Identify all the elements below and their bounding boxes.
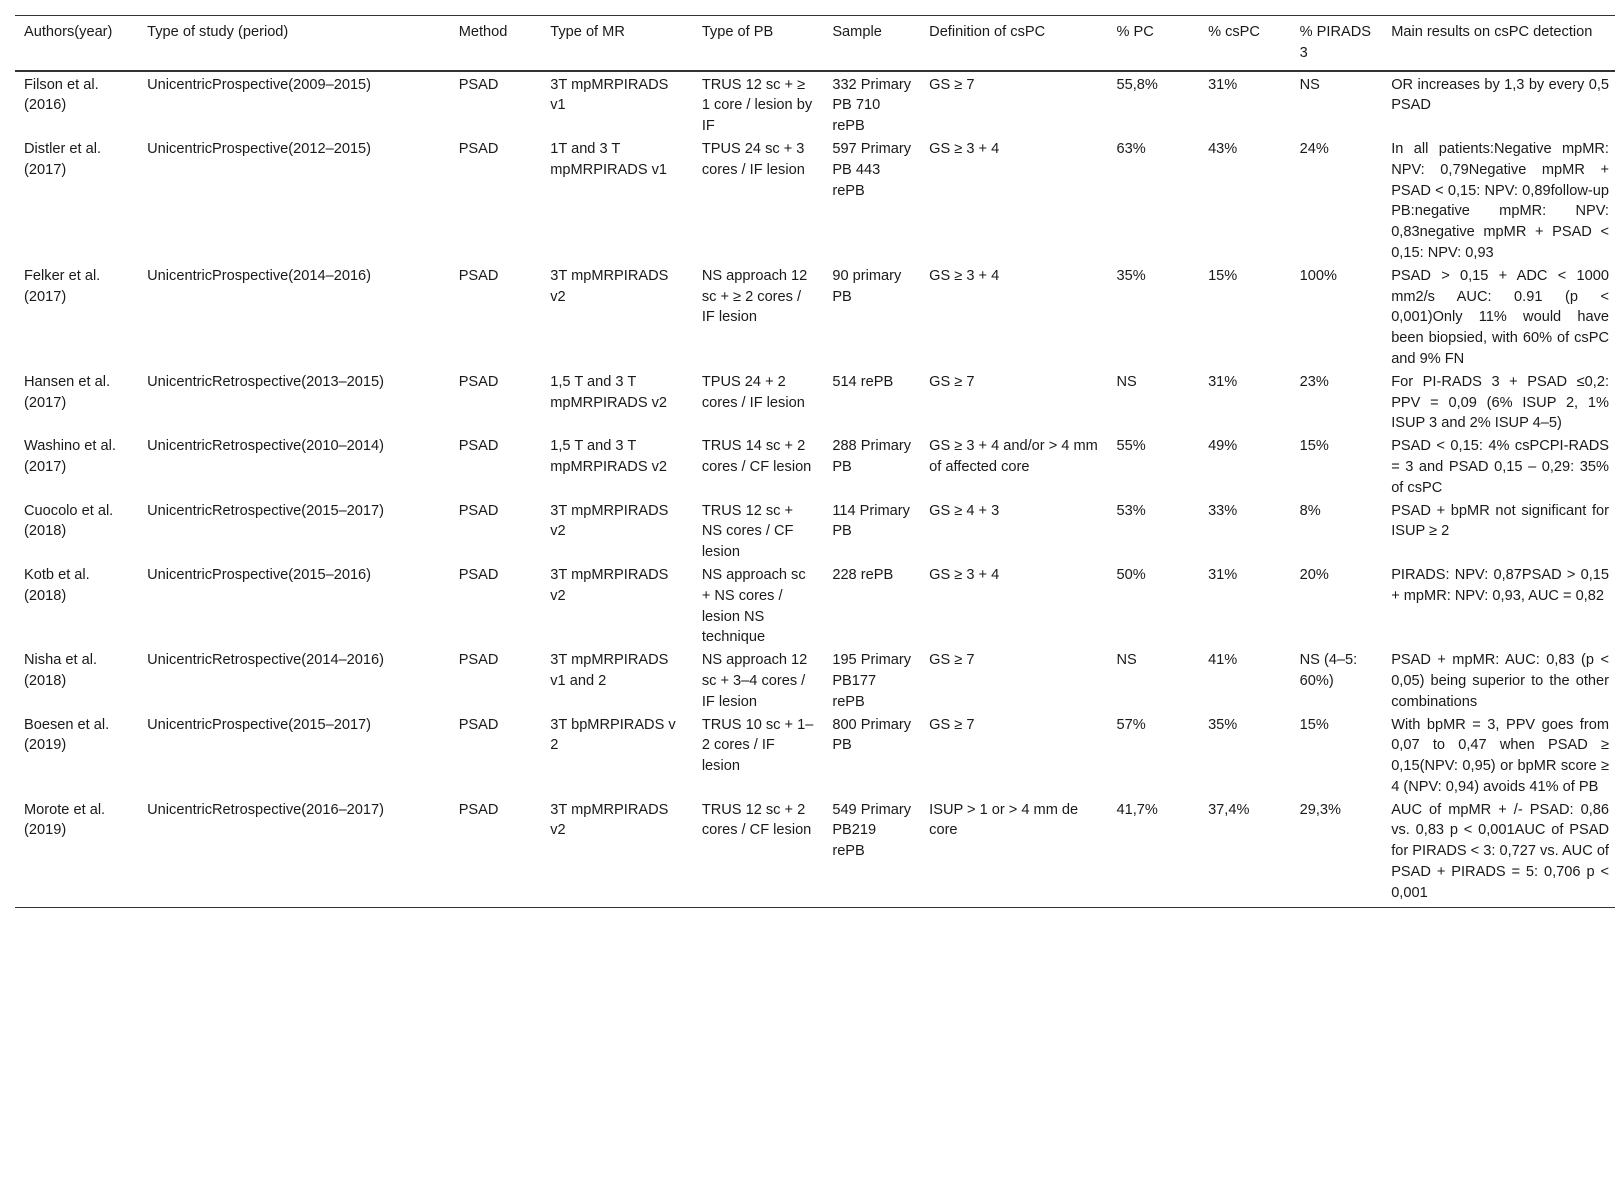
cell-type-of-mr: 3T mpMRPIRADS v1 — [550, 76, 669, 114]
cell-method: PSAD — [450, 799, 542, 907]
cell-pct-cspc: 31% — [1208, 566, 1238, 583]
column-header-type-of-mr: Type of MR — [541, 16, 693, 71]
table-row — [15, 435, 1615, 499]
cell-authors-year: Kotb et al. (2018) — [24, 566, 90, 604]
column-header-definition-of-cspc: Definition of csPC — [920, 16, 1107, 71]
table-row — [15, 564, 1615, 649]
cell-type-of-study: UnicentricProspective(2015–2016) — [147, 566, 372, 583]
cell-sample: 90 primary PB — [832, 267, 902, 305]
cell-definition-of-cspc: GS ≥ 7 — [929, 652, 975, 669]
column-header-authors-year: Authors(year) — [15, 16, 138, 71]
cell-definition-of-cspc: GS ≥ 7 — [929, 716, 975, 733]
cell-main-results: PIRADS: NPV: 0,87PSAD > 0,15 + mpMR: NPV: 0,93, AUC = 0,82 — [1391, 566, 1609, 604]
cell-sample: 228 rePB — [832, 566, 894, 583]
cell-type-of-study: UnicentricRetrospective(2016–2017) — [138, 799, 450, 907]
cell-pct-pc: NS — [1116, 652, 1137, 669]
table-row — [15, 799, 1615, 907]
cell-method: PSAD — [458, 716, 499, 733]
cell-definition-of-cspc: GS ≥ 3 + 4 — [929, 566, 1000, 583]
table-row — [15, 371, 1615, 435]
cell-definition-of-cspc: GS ≥ 7 — [929, 373, 975, 390]
cell-pct-pirads-3: 23% — [1299, 373, 1329, 390]
cell-main-results: In all patients:Negative mpMR: NPV: 0,79Negative mpMR + PSAD < 0,15: NPV: 0,89follow-up PB:negative mpMR: NPV: 0,83negative mpMR + PSAD < 0,15: NPV: 0,93 — [1391, 140, 1609, 261]
cell-sample: 800 Primary PB — [832, 716, 911, 754]
cell-pct-cspc: 33% — [1208, 502, 1238, 519]
cell-main-results: PSAD > 0,15 + ADC < 1000 mm2/s AUC: 0.91 (p < 0,001)Only 11% would have been biopsied, with 60% of csPC and 9% FN — [1391, 267, 1609, 367]
cell-authors-year: Boesen et al. (2019) — [24, 716, 110, 754]
cell-pct-pc: 50% — [1116, 566, 1146, 583]
cell-sample: 514 rePB — [832, 373, 894, 390]
column-header-pct-pirads-3: % PIRADS 3 — [1291, 16, 1383, 71]
cell-pct-pirads-3: 8% — [1299, 502, 1321, 519]
cell-pct-pc: NS — [1116, 373, 1137, 390]
cell-type-of-mr: 3T mpMRPIRADS v2 — [550, 566, 669, 604]
cell-sample: 597 Primary PB 443 rePB — [832, 140, 911, 199]
cell-sample: 549 Primary PB219 rePB — [823, 799, 920, 907]
cell-method: PSAD — [458, 438, 499, 455]
cell-type-of-pb: TRUS 12 sc + 2 cores / CF lesion — [693, 799, 824, 907]
column-header-pct-pc: % PC — [1108, 16, 1200, 71]
cell-pct-pc: 63% — [1116, 140, 1146, 157]
table-header — [15, 16, 1615, 71]
cell-pct-cspc: 41% — [1208, 652, 1238, 669]
cell-type-of-study: UnicentricProspective(2015–2017) — [147, 716, 372, 733]
column-header-type-of-study: Type of study (period) — [138, 16, 450, 71]
cell-method: PSAD — [458, 140, 499, 157]
column-header-sample: Sample — [823, 16, 920, 71]
cell-pct-pc: 55% — [1116, 438, 1146, 455]
cell-pct-cspc: 31% — [1208, 373, 1238, 390]
cell-pct-cspc: 35% — [1208, 716, 1238, 733]
cell-type-of-pb: TPUS 24 sc + 3 cores / IF lesion — [701, 140, 805, 178]
csPC-studies-table-wrap — [15, 15, 1615, 908]
cell-type-of-pb: NS approach 12 sc + 3–4 cores / IF lesion — [701, 652, 808, 710]
cell-authors-year: Hansen et al. (2017) — [24, 373, 110, 411]
cell-type-of-mr: 1T and 3 T mpMRPIRADS v1 — [550, 140, 668, 178]
cell-pct-pirads-3: NS — [1299, 76, 1320, 93]
column-header-pct-cspc: % csPC — [1199, 16, 1291, 71]
cell-type-of-mr: 3T mpMRPIRADS v1 and 2 — [550, 652, 669, 689]
table-row — [15, 138, 1615, 265]
cell-pct-pirads-3: 15% — [1299, 716, 1329, 733]
column-header-method: Method — [450, 16, 542, 71]
cell-authors-year: Felker et al. (2017) — [24, 267, 101, 305]
cell-pct-pc: 55,8% — [1116, 76, 1158, 93]
cell-pct-pirads-3: 24% — [1299, 140, 1329, 157]
cell-definition-of-cspc: GS ≥ 3 + 4 — [929, 267, 1000, 284]
cell-pct-pc: 41,7% — [1108, 799, 1200, 907]
cell-type-of-mr: 3T bpMRPIRADS v 2 — [550, 716, 676, 754]
cell-pct-pc: 35% — [1116, 267, 1146, 284]
cell-type-of-study: UnicentricRetrospective(2014–2016) — [147, 652, 385, 669]
cell-type-of-pb: TRUS 12 sc + NS cores / CF lesion — [701, 502, 794, 561]
csPC-studies-table — [15, 15, 1615, 908]
cell-type-of-study: UnicentricRetrospective(2015–2017) — [147, 502, 385, 519]
cell-sample: 332 Primary PB 710 rePB — [832, 76, 911, 135]
cell-method: PSAD — [458, 267, 499, 284]
cell-main-results: PSAD + bpMR not significant for ISUP ≥ 2 — [1391, 502, 1609, 540]
column-header-type-of-pb: Type of PB — [693, 16, 824, 71]
cell-type-of-pb: TRUS 10 sc + 1–2 cores / IF lesion — [701, 716, 814, 775]
cell-type-of-mr: 3T mpMRPIRADS v2 — [550, 502, 669, 540]
header-row — [15, 16, 1615, 71]
cell-type-of-pb: TPUS 24 + 2 cores / IF lesion — [701, 373, 805, 411]
cell-method: PSAD — [458, 76, 499, 93]
cell-type-of-mr: 3T mpMRPIRADS v2 — [550, 267, 669, 305]
cell-type-of-study: UnicentricProspective(2009–2015) — [147, 76, 372, 93]
cell-pct-pirads-3: 100% — [1299, 267, 1337, 284]
cell-definition-of-cspc: ISUP > 1 or > 4 mm de core — [920, 799, 1107, 907]
cell-main-results: For PI-RADS 3 + PSAD ≤0,2: PPV = 0,09 (6% ISUP 2, 1% ISUP 3 and 2% ISUP 4–5) — [1391, 373, 1609, 432]
cell-type-of-pb: NS approach 12 sc + ≥ 2 cores / IF lesion — [701, 267, 808, 326]
cell-method: PSAD — [458, 652, 499, 669]
cell-type-of-mr: 1,5 T and 3 T mpMRPIRADS v2 — [550, 438, 668, 475]
table-row — [15, 71, 1615, 138]
cell-authors-year: Washino et al. (2017) — [24, 438, 116, 475]
cell-pct-cspc: 37,4% — [1199, 799, 1291, 907]
cell-main-results: OR increases by 1,3 by every 0,5 PSAD — [1391, 76, 1609, 114]
cell-authors-year: Nisha et al. (2018) — [24, 652, 98, 689]
cell-type-of-pb: NS approach sc + NS cores / lesion NS technique — [701, 566, 806, 646]
cell-authors-year: Cuocolo et al. (2018) — [24, 502, 114, 540]
cell-pct-cspc: 31% — [1208, 76, 1238, 93]
cell-main-results: PSAD < 0,15: 4% csPCPI-RADS = 3 and PSAD 0,15 – 0,29: 35% of csPC — [1391, 438, 1609, 496]
table-row — [15, 714, 1615, 799]
cell-pct-cspc: 49% — [1208, 438, 1238, 455]
cell-pct-pirads-3: 15% — [1299, 438, 1329, 455]
cell-type-of-pb: TRUS 12 sc + ≥ 1 core / lesion by IF — [701, 76, 813, 135]
cell-definition-of-cspc: GS ≥ 3 + 4 — [929, 140, 1000, 157]
cell-definition-of-cspc: GS ≥ 7 — [929, 76, 975, 93]
cell-definition-of-cspc: GS ≥ 3 + 4 and/or > 4 mm of affected core — [929, 438, 1098, 475]
cell-sample: 114 Primary PB — [832, 502, 910, 540]
cell-pct-pirads-3: NS (4–5: 60%) — [1299, 652, 1358, 689]
cell-type-of-study: UnicentricProspective(2014–2016) — [147, 267, 372, 284]
cell-pct-cspc: 15% — [1208, 267, 1238, 284]
cell-pct-pc: 57% — [1116, 716, 1146, 733]
cell-method: PSAD — [458, 502, 499, 519]
cell-pct-pirads-3: 29,3% — [1291, 799, 1383, 907]
cell-method: PSAD — [458, 566, 499, 583]
cell-pct-cspc: 43% — [1208, 140, 1238, 157]
cell-definition-of-cspc: GS ≥ 4 + 3 — [929, 502, 1000, 519]
cell-main-results: With bpMR = 3, PPV goes from 0,07 to 0,47 when PSAD ≥ 0,15(NPV: 0,95) or bpMR score ≥ 4 (NPV: 0,94) avoids 41% of PB — [1391, 716, 1609, 795]
cell-pct-pc: 53% — [1116, 502, 1146, 519]
cell-authors-year: Distler et al. (2017) — [24, 140, 102, 178]
cell-type-of-pb: TRUS 14 sc + 2 cores / CF lesion — [701, 438, 812, 475]
cell-authors-year: Filson et al. (2016) — [24, 76, 99, 114]
cell-type-of-study: UnicentricProspective(2012–2015) — [147, 140, 372, 157]
cell-main-results: PSAD + mpMR: AUC: 0,83 (p < 0,05) being superior to the other combinations — [1391, 652, 1609, 710]
cell-sample: 288 Primary PB — [832, 438, 911, 475]
cell-type-of-study: UnicentricRetrospective(2013–2015) — [147, 373, 385, 390]
cell-type-of-study: UnicentricRetrospective(2010–2014) — [147, 438, 385, 455]
cell-authors-year: Morote et al. (2019) — [15, 799, 138, 907]
table-body — [15, 71, 1615, 908]
cell-method: PSAD — [458, 373, 499, 390]
cell-pct-pirads-3: 20% — [1299, 566, 1329, 583]
table-row — [15, 649, 1615, 713]
table-row — [15, 265, 1615, 371]
column-header-main-results: Main results on csPC detection — [1382, 16, 1615, 71]
cell-type-of-mr: 3T mpMRPIRADS v2 — [541, 799, 693, 907]
cell-type-of-mr: 1,5 T and 3 T mpMRPIRADS v2 — [550, 373, 668, 411]
table-row — [15, 500, 1615, 564]
cell-main-results: AUC of mpMR + /- PSAD: 0,86 vs. 0,83 p < 0,001AUC of PSAD for PIRADS < 3: 0,727 vs. AUC of PSAD + PIRADS = 5: 0,706 p < 0,001 — [1382, 799, 1615, 907]
cell-sample: 195 Primary PB177 rePB — [832, 652, 911, 710]
